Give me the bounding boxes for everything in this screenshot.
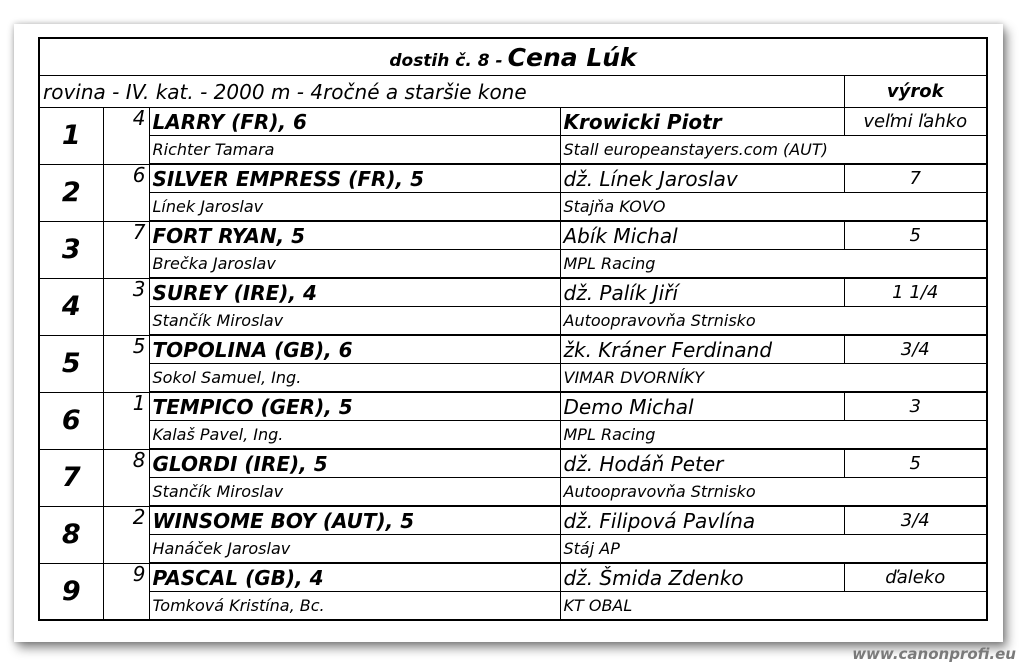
owner-name: KT OBAL: [560, 592, 987, 621]
start-number: 2: [103, 506, 149, 563]
horse-name: GLORDI (IRE), 5: [149, 449, 560, 478]
start-number: 8: [103, 449, 149, 506]
verdict: 7: [844, 164, 987, 193]
start-number: 6: [103, 164, 149, 221]
race-label: dostih č. 8 -: [389, 50, 503, 71]
owner-name: MPL Racing: [560, 250, 987, 279]
jockey-name: dž. Palík Jiří: [560, 278, 844, 307]
trainer-name: Stančík Miroslav: [149, 307, 560, 336]
verdict: 1 1/4: [844, 278, 987, 307]
trainer-name: Brečka Jaroslav: [149, 250, 560, 279]
entry-detail-row: [39, 193, 987, 222]
horse-name: FORT RYAN, 5: [149, 221, 560, 250]
race-conditions: rovina - IV. kat. - 2000 m - 4ročné a staršie kone: [39, 76, 844, 108]
watermark: www.canonprofi.eu: [852, 645, 1016, 663]
entry-row: [39, 108, 987, 136]
start-number: 7: [103, 221, 149, 278]
entry-detail-row: [39, 250, 987, 279]
finish-place: 6: [39, 392, 103, 449]
finish-place: 4: [39, 278, 103, 335]
race-title-cell: [39, 38, 987, 76]
start-number: 3: [103, 278, 149, 335]
owner-name: VIMAR DVORNÍKY: [560, 364, 987, 393]
entry-row: [39, 392, 987, 421]
entry-row: [39, 278, 987, 307]
entry-detail-row: [39, 307, 987, 336]
jockey-name: dž. Filipová Pavlína: [560, 506, 844, 535]
verdict: 5: [844, 221, 987, 250]
verdict: 3/4: [844, 506, 987, 535]
entry-row: [39, 221, 987, 250]
entry-detail-row: [39, 535, 987, 564]
race-conditions-row: [39, 76, 987, 108]
start-number: 4: [103, 108, 149, 165]
race-name: Cena Lúk: [507, 42, 637, 72]
horse-name: PASCAL (GB), 4: [149, 563, 560, 592]
entry-row: [39, 563, 987, 592]
finish-place: 3: [39, 221, 103, 278]
entry-detail-row: [39, 478, 987, 507]
finish-place: 9: [39, 563, 103, 620]
owner-name: Autoopravovňa Strnisko: [560, 478, 987, 507]
entry-row: [39, 164, 987, 193]
verdict-header: výrok: [844, 76, 987, 108]
race-results-table: [38, 37, 988, 621]
horse-name: LARRY (FR), 6: [149, 108, 560, 136]
horse-name: SILVER EMPRESS (FR), 5: [149, 164, 560, 193]
finish-place: 1: [39, 108, 103, 165]
entry-row: [39, 506, 987, 535]
finish-place: 8: [39, 506, 103, 563]
trainer-name: Richter Tamara: [149, 136, 560, 165]
start-number: 5: [103, 335, 149, 392]
owner-name: Autoopravovňa Strnisko: [560, 307, 987, 336]
entry-row: [39, 449, 987, 478]
finish-place: 5: [39, 335, 103, 392]
owner-name: MPL Racing: [560, 421, 987, 450]
finish-place: 7: [39, 449, 103, 506]
jockey-name: Krowicki Piotr: [560, 108, 844, 136]
trainer-name: Kalaš Pavel, Ing.: [149, 421, 560, 450]
horse-name: SUREY (IRE), 4: [149, 278, 560, 307]
horse-name: TEMPICO (GER), 5: [149, 392, 560, 421]
entry-row: [39, 335, 987, 364]
trainer-name: Tomková Kristína, Bc.: [149, 592, 560, 621]
jockey-name: žk. Kráner Ferdinand: [560, 335, 844, 364]
jockey-name: Abík Michal: [560, 221, 844, 250]
verdict: 3/4: [844, 335, 987, 364]
entry-detail-row: [39, 136, 987, 165]
trainer-name: Línek Jaroslav: [149, 193, 560, 222]
finish-place: 2: [39, 164, 103, 221]
owner-name: Stajňa KOVO: [560, 193, 987, 222]
entry-detail-row: [39, 364, 987, 393]
entry-detail-row: [39, 421, 987, 450]
jockey-name: dž. Hodáň Peter: [560, 449, 844, 478]
horse-name: WINSOME BOY (AUT), 5: [149, 506, 560, 535]
verdict: 5: [844, 449, 987, 478]
race-title-row: [39, 38, 987, 76]
jockey-name: dž. Línek Jaroslav: [560, 164, 844, 193]
verdict: ďaleko: [844, 563, 987, 592]
trainer-name: Hanáček Jaroslav: [149, 535, 560, 564]
horse-name: TOPOLINA (GB), 6: [149, 335, 560, 364]
trainer-name: Stančík Miroslav: [149, 478, 560, 507]
start-number: 1: [103, 392, 149, 449]
owner-name: Stall europeanstayers.com (AUT): [560, 136, 987, 165]
trainer-name: Sokol Samuel, Ing.: [149, 364, 560, 393]
verdict: 3: [844, 392, 987, 421]
owner-name: Stáj AP: [560, 535, 987, 564]
jockey-name: dž. Šmida Zdenko: [560, 563, 844, 592]
start-number: 9: [103, 563, 149, 620]
jockey-name: Demo Michal: [560, 392, 844, 421]
entry-detail-row: [39, 592, 987, 621]
verdict: veľmi ľahko: [844, 108, 987, 136]
